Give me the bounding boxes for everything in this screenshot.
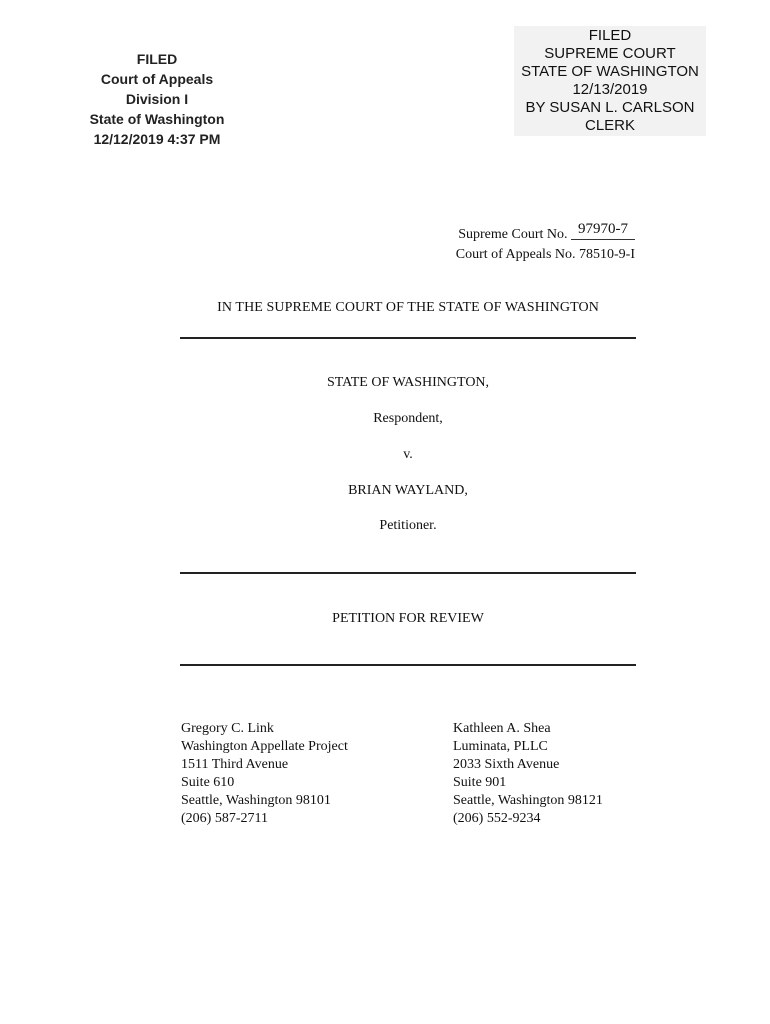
attorney-phone: (206) 587-2711	[181, 811, 268, 826]
attorney-city: Seattle, Washington 98101	[181, 793, 331, 808]
attorney-block	[453, 720, 603, 828]
stamp-line: CLERK	[584, 117, 636, 134]
attorney-phone: (206) 552-9234	[453, 811, 541, 826]
attorney-suite: Suite 901	[453, 775, 507, 790]
case-numbers	[455, 221, 635, 264]
supreme-court-filed-stamp	[514, 26, 706, 136]
divider	[180, 664, 636, 666]
attorney-address: 2033 Sixth Avenue	[453, 757, 560, 772]
stamp-line: FILED	[136, 51, 178, 67]
stamp-line: FILED	[588, 27, 632, 44]
stamp-line: STATE OF WASHINGTON	[521, 63, 699, 80]
attorney-organization: Washington Appellate Project	[181, 739, 348, 754]
supreme-court-number-row	[456, 221, 635, 245]
stamp-line: State of Washington	[89, 111, 225, 127]
court-of-appeals-number-row	[456, 245, 635, 264]
attorney-address: 1511 Third Avenue	[181, 757, 289, 772]
defendant-name: BRIAN WAYLAND,	[348, 483, 468, 498]
court-title: IN THE SUPREME COURT OF THE STATE OF WASHINGTON	[217, 300, 599, 315]
attorney-name: Gregory C. Link	[181, 721, 274, 736]
plaintiff-role: Respondent,	[373, 411, 443, 426]
attorney-city: Seattle, Washington 98121	[453, 793, 603, 808]
versus: v.	[403, 447, 413, 462]
court-of-appeals-number-label: Court of Appeals No.	[455, 247, 576, 262]
stamp-line: SUPREME COURT	[544, 45, 676, 62]
stamp-line: Division I	[125, 91, 189, 107]
supreme-court-number-label: Supreme Court No.	[458, 227, 568, 242]
stamp-date: 12/12/2019 4:37 PM	[93, 131, 221, 147]
divider	[180, 337, 636, 339]
attorney-name: Kathleen A. Shea	[453, 721, 551, 736]
stamp-line: BY SUSAN L. CARLSON	[525, 99, 695, 116]
court-of-appeals-filed-stamp	[78, 49, 236, 149]
stamp-date: 12/13/2019	[572, 81, 648, 98]
attorney-block	[181, 720, 348, 828]
stamp-line: Court of Appeals	[100, 71, 214, 87]
divider	[180, 572, 636, 574]
court-of-appeals-number: 78510-9-I	[579, 247, 635, 262]
attorney-organization: Luminata, PLLC	[453, 739, 548, 754]
defendant-role: Petitioner.	[379, 518, 437, 533]
supreme-court-number: 97970-7	[571, 220, 635, 240]
document-title: PETITION FOR REVIEW	[332, 611, 484, 626]
plaintiff-name: STATE OF WASHINGTON,	[326, 375, 490, 390]
attorney-suite: Suite 610	[181, 775, 235, 790]
